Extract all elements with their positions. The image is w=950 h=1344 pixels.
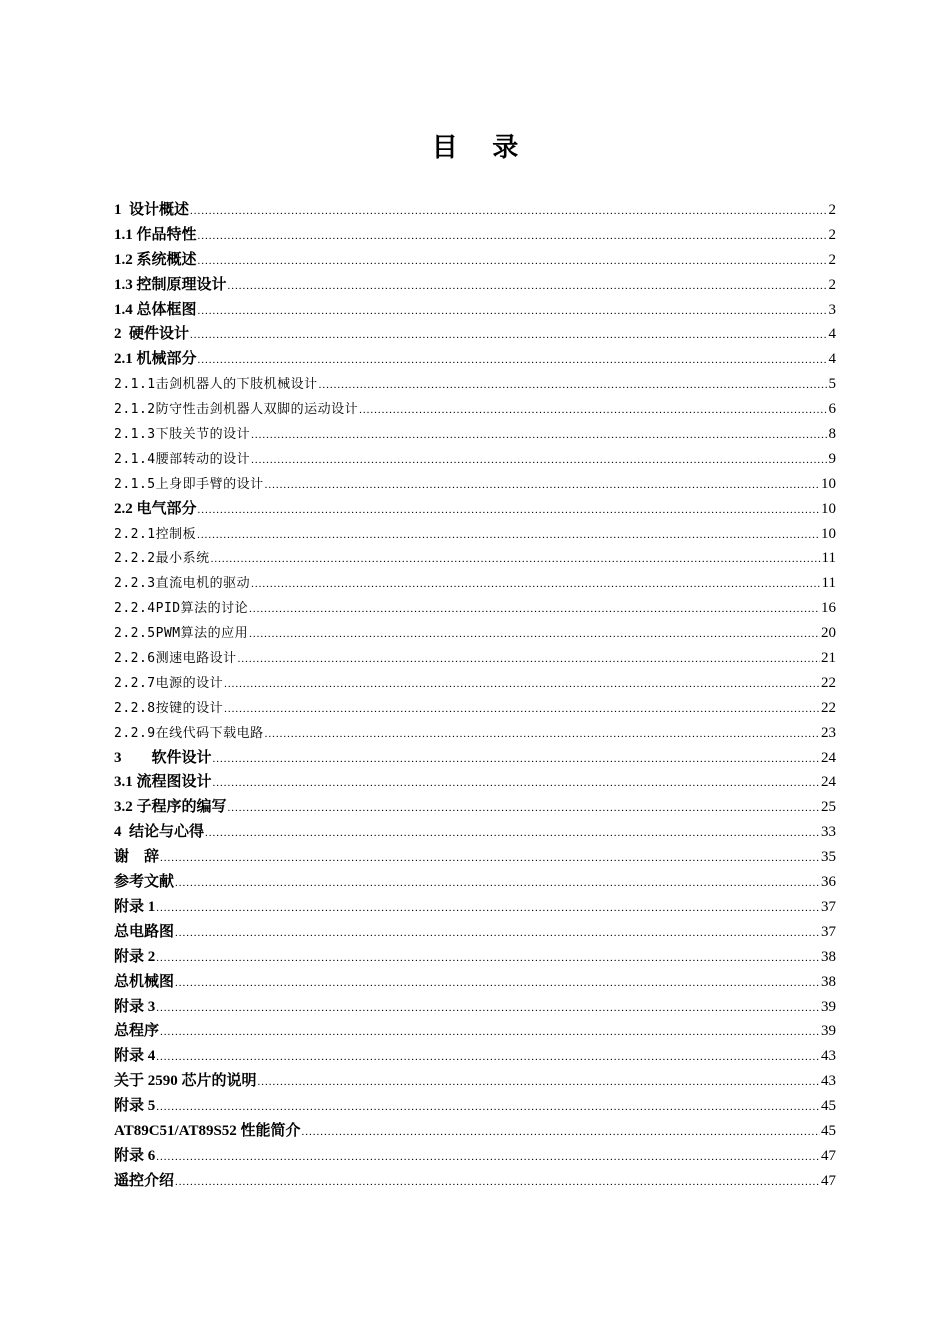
toc-entry[interactable]: [114, 895, 836, 920]
toc-page-number: 24: [821, 749, 836, 766]
toc-entry[interactable]: [114, 721, 836, 746]
toc-dot-leader: [265, 473, 820, 498]
toc-entry[interactable]: [114, 770, 836, 795]
toc-page-number: 2: [828, 251, 836, 268]
toc-page-number: 5: [828, 376, 836, 393]
toc-page-number: 4: [828, 351, 836, 368]
toc-dot-leader: [156, 1095, 820, 1120]
toc-entry[interactable]: [114, 1169, 836, 1194]
toc-entry-title: 总机械图: [114, 973, 175, 990]
toc-dot-leader: [249, 597, 820, 622]
toc-entry-title: 2.1.5上身即手臂的设计: [114, 476, 264, 492]
toc-entry-title: 总程序: [114, 1023, 160, 1040]
toc-entry-title: 1.4 总体框图: [114, 301, 197, 318]
toc-entry[interactable]: [114, 397, 836, 422]
table-of-contents: [114, 198, 836, 1194]
toc-page-number: 16: [821, 600, 836, 617]
toc-entry-title: 3 软件设计: [114, 749, 212, 766]
toc-dot-leader: [228, 274, 828, 299]
toc-entry[interactable]: [114, 596, 836, 621]
toc-page-number: 22: [821, 699, 836, 716]
toc-entry[interactable]: [114, 795, 836, 820]
toc-page-number: 38: [821, 948, 836, 965]
toc-entry[interactable]: [114, 646, 836, 671]
toc-entry-title: 总电路图: [114, 923, 175, 940]
toc-entry[interactable]: [114, 571, 836, 596]
toc-page-number: 37: [821, 923, 836, 940]
toc-entry[interactable]: [114, 696, 836, 721]
toc-entry-title: 2.2 电气部分: [114, 500, 197, 517]
toc-entry[interactable]: [114, 870, 836, 895]
toc-page-number: 3: [828, 301, 836, 318]
toc-page-number: 8: [828, 426, 836, 443]
toc-dot-leader: [238, 647, 820, 672]
toc-dot-leader: [205, 821, 820, 846]
toc-entry-title: 2.2.1控制板: [114, 526, 197, 542]
toc-page-number: 6: [828, 401, 836, 418]
toc-page-number: 24: [821, 774, 836, 791]
toc-page-number: 10: [821, 500, 836, 517]
toc-entry[interactable]: [114, 920, 836, 945]
toc-entry[interactable]: [114, 995, 836, 1020]
toc-entry-title: 附录 3: [114, 998, 156, 1015]
toc-entry[interactable]: [114, 970, 836, 995]
toc-page-number: 33: [821, 824, 836, 841]
toc-entry-title: AT89C51/AT89S52 性能简介: [114, 1122, 301, 1139]
toc-entry-title: 附录 4: [114, 1048, 156, 1065]
toc-entry-title: 附录 6: [114, 1147, 156, 1164]
toc-page-number: 20: [821, 625, 836, 642]
toc-entry[interactable]: [114, 1019, 836, 1044]
toc-dot-leader: [175, 921, 820, 946]
toc-page-number: 23: [821, 724, 836, 741]
toc-entry[interactable]: [114, 472, 836, 497]
toc-page-number: 9: [828, 450, 836, 467]
toc-page-number: 11: [821, 575, 836, 592]
toc-entry-title: 3.2 子程序的编写: [114, 799, 227, 816]
toc-entry[interactable]: [114, 820, 836, 845]
toc-dot-leader: [175, 871, 820, 896]
toc-entry[interactable]: [114, 273, 836, 298]
toc-dot-leader: [228, 796, 820, 821]
toc-entry-title: 2.1.3下肢关节的设计: [114, 427, 251, 443]
page-title: 目 录: [431, 133, 533, 162]
toc-entry-title: 2.2.4PID算法的讨论: [114, 601, 249, 617]
toc-entry-title: 2.1.1击剑机器人的下肢机械设计: [114, 377, 318, 393]
toc-entry-title: 2.1.4腰部转动的设计: [114, 451, 251, 467]
toc-dot-leader: [156, 896, 820, 921]
toc-entry-title: 1.1 作品特性: [114, 226, 197, 243]
toc-entry[interactable]: [114, 447, 836, 472]
toc-dot-leader: [302, 1120, 820, 1145]
toc-entry[interactable]: [114, 671, 836, 696]
toc-entry[interactable]: [114, 522, 836, 547]
toc-page-number: 47: [821, 1147, 836, 1164]
toc-entry[interactable]: [114, 347, 836, 372]
toc-entry-title: 3.1 流程图设计: [114, 774, 212, 791]
toc-dot-leader: [224, 672, 820, 697]
toc-entry-title: 谢 辞: [114, 849, 160, 866]
toc-dot-leader: [258, 1070, 820, 1095]
toc-entry-title: 附录 1: [114, 898, 156, 915]
toc-dot-leader: [197, 523, 820, 548]
toc-dot-leader: [213, 747, 820, 772]
toc-dot-leader: [213, 771, 820, 796]
toc-entry[interactable]: [114, 1119, 836, 1144]
toc-entry-title: 2.2.9在线代码下载电路: [114, 725, 264, 741]
toc-dot-leader: [190, 199, 827, 224]
toc-entry-title: 2.1.2防守性击剑机器人双脚的运动设计: [114, 402, 359, 418]
toc-dot-leader: [359, 398, 827, 423]
toc-entry-title: 参考文献: [114, 874, 175, 891]
toc-entry-title: 1.2 系统概述: [114, 251, 197, 268]
toc-page-number: 11: [821, 550, 836, 567]
toc-dot-leader: [156, 996, 820, 1021]
toc-entry[interactable]: [114, 497, 836, 522]
toc-page-number: 43: [821, 1048, 836, 1065]
toc-entry[interactable]: [114, 945, 836, 970]
toc-entry-title: 2 硬件设计: [114, 326, 190, 343]
toc-entry-title: 2.1 机械部分: [114, 351, 197, 368]
toc-page-number: 22: [821, 674, 836, 691]
toc-entry[interactable]: [114, 746, 836, 771]
toc-entry-title: 遥控介绍: [114, 1172, 175, 1189]
toc-entry-title: 2.2.8按键的设计: [114, 700, 224, 716]
toc-dot-leader: [175, 1170, 820, 1195]
toc-page-number: 4: [828, 326, 836, 343]
toc-dot-leader: [175, 971, 820, 996]
toc-entry[interactable]: [114, 1044, 836, 1069]
toc-entry[interactable]: [114, 422, 836, 447]
toc-page-number: 25: [821, 799, 836, 816]
toc-page-number: 21: [821, 650, 836, 667]
toc-entry[interactable]: [114, 248, 836, 273]
toc-page-number: 45: [821, 1122, 836, 1139]
toc-dot-leader: [198, 299, 828, 324]
toc-dot-leader: [156, 946, 820, 971]
toc-entry-title: 附录 5: [114, 1098, 156, 1115]
toc-entry-title: 2.2.5PWM算法的应用: [114, 626, 249, 642]
toc-dot-leader: [160, 1020, 820, 1045]
toc-page-number: 39: [821, 998, 836, 1015]
toc-entry[interactable]: [114, 1094, 836, 1119]
toc-page-number: 37: [821, 898, 836, 915]
toc-dot-leader: [198, 224, 828, 249]
toc-page-number: 47: [821, 1172, 836, 1189]
toc-entry-title: 1.3 控制原理设计: [114, 276, 227, 293]
toc-entry[interactable]: [114, 322, 836, 347]
toc-entry-title: 2.2.3直流电机的驱动: [114, 576, 251, 592]
toc-dot-leader: [265, 722, 820, 747]
toc-dot-leader: [160, 846, 820, 871]
toc-dot-leader: [198, 348, 828, 373]
toc-dot-leader: [156, 1045, 820, 1070]
toc-dot-leader: [211, 547, 821, 572]
toc-dot-leader: [249, 622, 820, 647]
toc-page-number: 10: [821, 475, 836, 492]
toc-page-number: 36: [821, 874, 836, 891]
toc-page-number: 2: [828, 276, 836, 293]
toc-dot-leader: [198, 498, 820, 523]
toc-entry[interactable]: [114, 198, 836, 223]
toc-page-number: 39: [821, 1023, 836, 1040]
toc-page-number: 45: [821, 1098, 836, 1115]
toc-dot-leader: [319, 373, 828, 398]
toc-entry[interactable]: [114, 546, 836, 571]
toc-entry[interactable]: [114, 372, 836, 397]
toc-page-number: 43: [821, 1073, 836, 1090]
toc-entry[interactable]: [114, 298, 836, 323]
toc-entry-title: 4 结论与心得: [114, 824, 205, 841]
toc-entry[interactable]: [114, 1069, 836, 1094]
toc-entry-title: 关于 2590 芯片的说明: [114, 1073, 257, 1090]
toc-dot-leader: [190, 323, 827, 348]
toc-dot-leader: [251, 572, 820, 597]
toc-page-number: 2: [828, 226, 836, 243]
toc-entry-title: 2.2.6测速电路设计: [114, 651, 237, 667]
toc-entry-title: 2.2.7电源的设计: [114, 675, 224, 691]
toc-dot-leader: [251, 448, 827, 473]
toc-entry-title: 附录 2: [114, 948, 156, 965]
toc-page-number: 38: [821, 973, 836, 990]
toc-page-number: 10: [821, 525, 836, 542]
toc-dot-leader: [251, 423, 827, 448]
toc-entry[interactable]: [114, 845, 836, 870]
toc-dot-leader: [224, 697, 820, 722]
toc-entry[interactable]: [114, 1144, 836, 1169]
toc-entry[interactable]: [114, 223, 836, 248]
toc-page-number: 35: [821, 849, 836, 866]
toc-entry-title: 1 设计概述: [114, 202, 190, 218]
toc-entry-title: 2.2.2最小系统: [114, 551, 210, 567]
toc-dot-leader: [156, 1145, 820, 1170]
toc-page-number: 2: [828, 202, 836, 218]
toc-dot-leader: [198, 249, 828, 274]
toc-entry[interactable]: [114, 621, 836, 646]
